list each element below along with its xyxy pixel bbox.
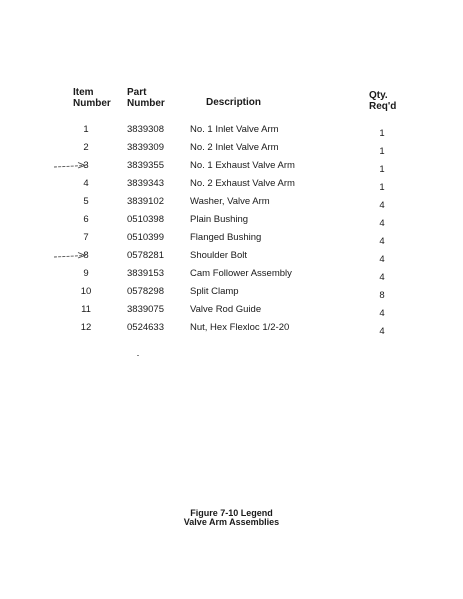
scan-speck (137, 355, 139, 356)
table-row (0, 142, 463, 160)
description-cell: No. 2 Inlet Valve Arm (190, 142, 279, 153)
description-cell: Plain Bushing (190, 214, 249, 225)
description-cell: Washer, Valve Arm (190, 196, 270, 207)
item-number-cell: 5 (83, 196, 89, 207)
qty-cell: 4 (379, 218, 385, 229)
part-number-cell: 0510399 (127, 232, 164, 243)
table-row (0, 124, 463, 142)
qty-cell: 1 (379, 182, 385, 193)
table-row (0, 196, 463, 214)
part-number-cell: 3839102 (127, 196, 164, 207)
header-part-number (127, 87, 165, 109)
header-part-line2: Number (127, 98, 165, 109)
table-row (0, 304, 463, 322)
part-number-cell: 0524633 (127, 322, 164, 333)
qty-cell: 4 (379, 200, 385, 211)
table-row (0, 250, 463, 268)
item-number-cell: 1 (83, 124, 89, 135)
qty-cell: 4 (379, 326, 385, 337)
hand-drawn-arrow-icon (52, 250, 88, 260)
header-part-line1: Part (127, 87, 147, 98)
qty-cell: 4 (379, 236, 385, 247)
description-cell: Shoulder Bolt (190, 250, 248, 261)
description-cell: No. 1 Inlet Valve Arm (190, 124, 279, 135)
item-number-cell: 10 (80, 286, 92, 297)
qty-cell: 4 (379, 272, 385, 283)
part-number-cell: 3839075 (127, 304, 164, 315)
part-number-cell: 3839309 (127, 142, 164, 153)
description-cell: No. 2 Exhaust Valve Arm (190, 178, 295, 189)
part-number-cell: 3839153 (127, 268, 164, 279)
table-row (0, 214, 463, 232)
description-cell: Cam Follower Assembly (190, 268, 292, 279)
qty-cell: 1 (379, 164, 385, 175)
item-number-cell: 3 (83, 160, 89, 171)
qty-cell: 1 (379, 128, 385, 139)
description-cell: Flanged Bushing (190, 232, 262, 243)
qty-cell: 4 (379, 308, 385, 319)
figure-caption-title: Figure 7-10 Legend (190, 508, 273, 518)
hand-drawn-arrow-icon (52, 160, 88, 170)
header-qty-line1: Qty. (369, 90, 388, 101)
part-number-cell: 0578281 (127, 250, 164, 261)
qty-cell: 4 (379, 254, 385, 265)
description-cell: Valve Rod Guide (190, 304, 262, 315)
part-number-cell: 3839308 (127, 124, 164, 135)
header-qty-required (369, 90, 396, 112)
part-number-cell: 3839343 (127, 178, 164, 189)
item-number-cell: 2 (83, 142, 89, 153)
description-cell: Split Clamp (190, 286, 239, 297)
header-item-number (73, 87, 111, 109)
item-number-cell: 9 (83, 268, 89, 279)
header-qty-line2: Req'd (369, 101, 397, 112)
item-number-cell: 7 (83, 232, 89, 243)
qty-cell: 8 (379, 290, 385, 301)
table-row (0, 178, 463, 196)
description-cell: Nut, Hex Flexloc 1/2-20 (190, 322, 290, 333)
part-number-cell: 0510398 (127, 214, 164, 225)
table-row (0, 286, 463, 304)
table-row (0, 160, 463, 178)
header-description: Description (206, 97, 262, 108)
qty-cell: 1 (379, 146, 385, 157)
item-number-cell: 11 (81, 304, 91, 315)
table-row (0, 322, 463, 340)
table-row (0, 268, 463, 286)
figure-caption-subtitle: Valve Arm Assemblies (183, 517, 280, 527)
header-item-line2: Number (73, 98, 111, 109)
part-number-cell: 0578298 (127, 286, 164, 297)
table-row (0, 232, 463, 250)
item-number-cell: 6 (83, 214, 89, 225)
header-item-line1: Item (73, 87, 94, 98)
item-number-cell: 8 (83, 250, 89, 261)
item-number-cell: 12 (80, 322, 92, 333)
part-number-cell: 3839355 (127, 160, 164, 171)
item-number-cell: 4 (83, 178, 89, 189)
description-cell: No. 1 Exhaust Valve Arm (190, 160, 295, 171)
